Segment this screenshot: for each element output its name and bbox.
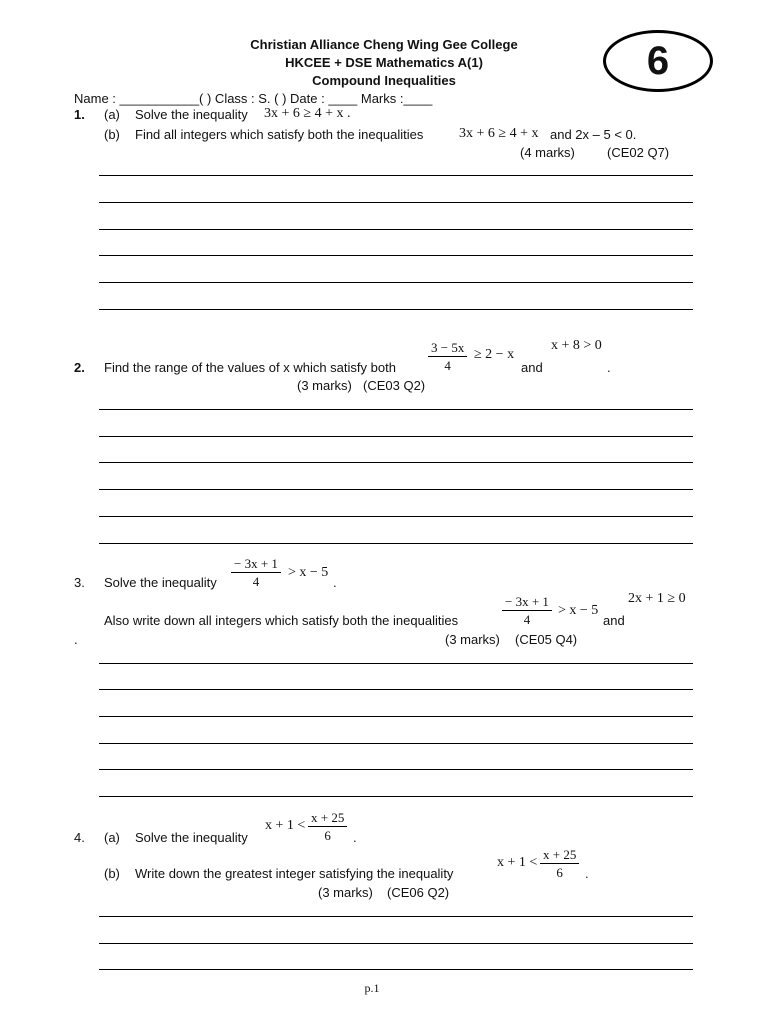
page-number: p.1 bbox=[364, 981, 380, 995]
q2-fraction-numerator: 3 − 5x bbox=[428, 340, 467, 357]
answer-line bbox=[99, 743, 693, 744]
q4-a-fraction-numerator: x + 25 bbox=[308, 810, 347, 827]
q3-and: and bbox=[603, 613, 625, 628]
q2-second-inequality: x + 8 > 0 bbox=[551, 338, 602, 353]
q1-b-label: (b) bbox=[104, 127, 120, 142]
q1-a-text: Solve the inequality bbox=[135, 107, 248, 122]
q3-fraction-2 bbox=[502, 594, 552, 627]
answer-line bbox=[99, 769, 693, 770]
q2-rhs: ≥ 2 − x bbox=[474, 347, 515, 362]
course-title: HKCEE + DSE Mathematics A(1) bbox=[285, 55, 483, 70]
school-name: Christian Alliance Cheng Wing Gee College bbox=[250, 37, 518, 52]
worksheet-number-badge: 6 bbox=[603, 30, 713, 92]
q3-marks: (3 marks) bbox=[445, 632, 500, 647]
q1-ref: (CE02 Q7) bbox=[607, 145, 670, 160]
answer-line bbox=[99, 689, 693, 690]
answer-line bbox=[99, 969, 693, 970]
q1-b-text: Find all integers which satisfy both the inequalities bbox=[135, 127, 424, 142]
answer-line bbox=[99, 462, 693, 463]
q4-b-period: . bbox=[585, 866, 589, 881]
q3-second-inequality: 2x + 1 ≥ 0 bbox=[628, 591, 686, 606]
q4-a-fraction bbox=[308, 810, 347, 843]
answer-line bbox=[99, 543, 693, 544]
q1-marks: (4 marks) bbox=[520, 145, 575, 160]
q4-a-lhs: x + 1 < bbox=[265, 818, 306, 833]
q2-marks: (3 marks) bbox=[297, 378, 352, 393]
answer-line bbox=[99, 309, 693, 310]
q3-fraction bbox=[231, 556, 281, 589]
q4-a-fraction-denominator: 6 bbox=[324, 828, 331, 843]
answer-line bbox=[99, 229, 693, 230]
q4-b-label: (b) bbox=[104, 866, 120, 881]
q2-and: and bbox=[521, 360, 543, 375]
q2-fraction bbox=[428, 340, 467, 373]
q2-number: 2. bbox=[74, 360, 85, 375]
answer-line bbox=[99, 282, 693, 283]
q2-period: . bbox=[607, 360, 611, 375]
topic-title: Compound Inequalities bbox=[312, 73, 456, 88]
q4-a-text: Solve the inequality bbox=[135, 830, 248, 845]
q4-b-lhs: x + 1 < bbox=[497, 855, 538, 870]
q4-ref: (CE06 Q2) bbox=[387, 885, 450, 900]
q3-fraction-2-denominator: 4 bbox=[523, 612, 531, 627]
answer-line bbox=[99, 489, 693, 490]
answer-line bbox=[99, 516, 693, 517]
q3-stray-dot: . bbox=[74, 632, 78, 647]
q4-marks: (3 marks) bbox=[318, 885, 373, 900]
student-info-line: Name : ___________( ) Class : S. ( ) Date : ____ Marks :____ bbox=[74, 91, 433, 106]
q2-fraction-denominator: 4 bbox=[444, 358, 451, 373]
q3-ref: (CE05 Q4) bbox=[515, 632, 578, 647]
answer-line bbox=[99, 796, 693, 797]
q3-text: Solve the inequality bbox=[104, 575, 217, 590]
answer-line bbox=[99, 202, 693, 203]
q1-a-math: 3x + 6 ≥ 4 + x . bbox=[264, 106, 351, 121]
q3-fraction-numerator: − 3x + 1 bbox=[231, 556, 281, 573]
answer-line bbox=[99, 943, 693, 944]
answer-line bbox=[99, 436, 693, 437]
answer-line bbox=[99, 175, 693, 176]
q4-b-text: Write down the greatest integer satisfying the inequality bbox=[135, 866, 454, 881]
q3-fraction-denominator: 4 bbox=[252, 574, 260, 589]
q1-number: 1. bbox=[74, 107, 85, 122]
q4-a-period: . bbox=[353, 830, 357, 845]
q4-b-fraction-numerator: x + 25 bbox=[540, 847, 579, 864]
q2-ref: (CE03 Q2) bbox=[363, 378, 426, 393]
q3-also-text: Also write down all integers which satisfy both the inequalities bbox=[104, 613, 459, 628]
q3-rhs: > x − 5 bbox=[288, 565, 329, 580]
answer-line bbox=[99, 663, 693, 664]
q4-b-fraction bbox=[540, 847, 579, 880]
q3-fraction-2-numerator: − 3x + 1 bbox=[502, 594, 552, 611]
q4-a-label: (a) bbox=[104, 830, 120, 845]
q1-a-label: (a) bbox=[104, 107, 120, 122]
answer-line bbox=[99, 409, 693, 410]
q4-b-fraction-denominator: 6 bbox=[556, 865, 563, 880]
q3-rhs-2: > x − 5 bbox=[558, 603, 599, 618]
answer-line bbox=[99, 916, 693, 917]
q1-b-math: 3x + 6 ≥ 4 + x bbox=[459, 126, 539, 141]
answer-line bbox=[99, 255, 693, 256]
q3-number: 3. bbox=[74, 575, 85, 590]
q3-period: . bbox=[333, 575, 337, 590]
q1-b-tail: and 2x – 5 < 0. bbox=[550, 127, 637, 142]
answer-line bbox=[99, 716, 693, 717]
q4-number: 4. bbox=[74, 830, 85, 845]
q2-text: Find the range of the values of x which satisfy both bbox=[104, 360, 396, 375]
